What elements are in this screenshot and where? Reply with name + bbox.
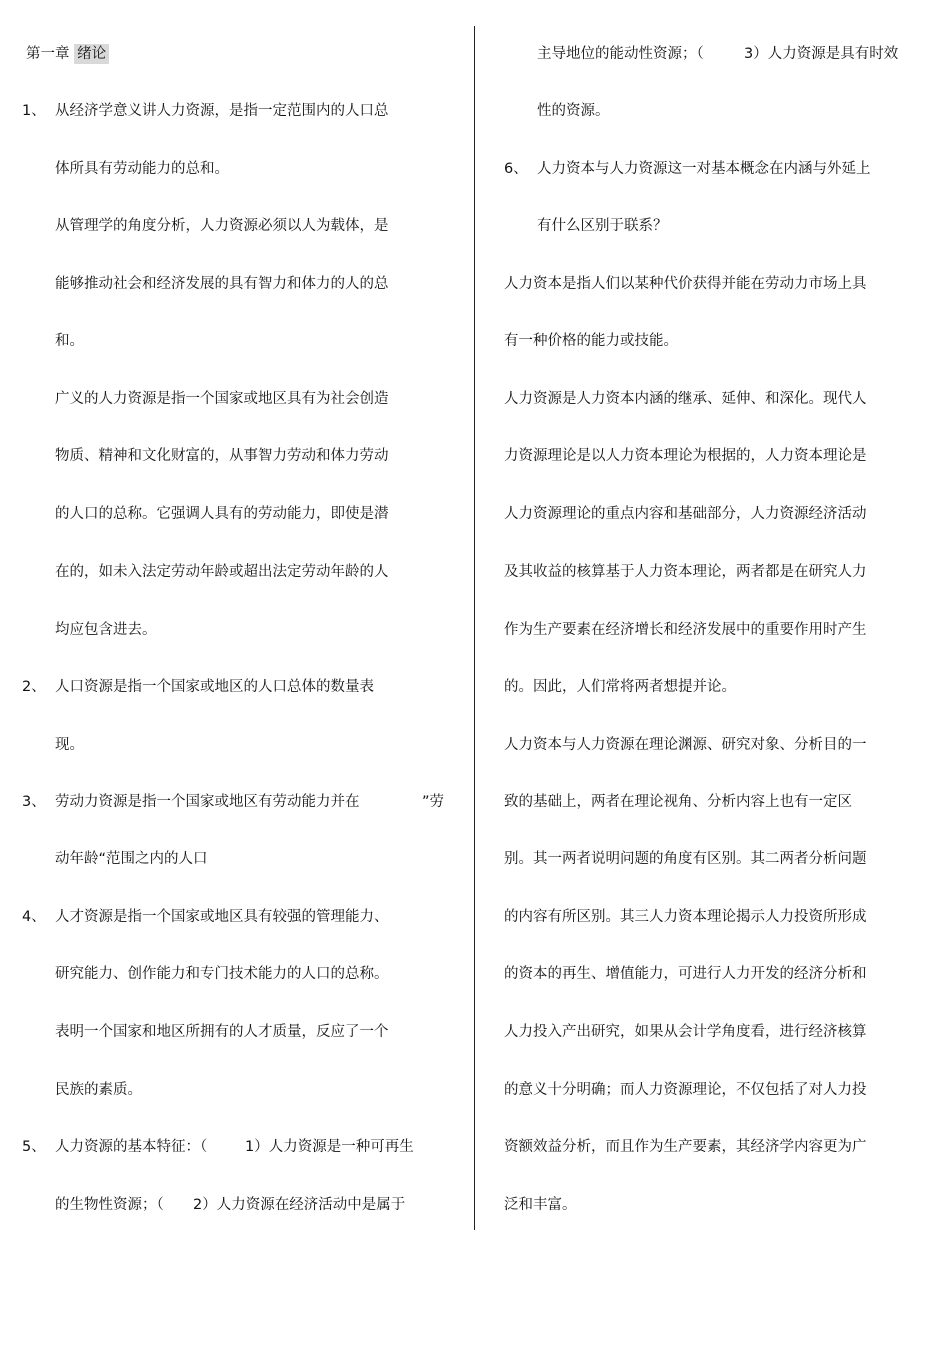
answer-line: 的。因此，人们常将两者想提并论。 — [504, 679, 736, 695]
answer-line: 的意义十分明确；而人力资源理论，不仅包括了对人力投 — [504, 1082, 867, 1098]
answer-line: 泛和丰富。 — [504, 1197, 577, 1213]
item-3-quote: ”劳 — [422, 794, 445, 810]
item-1-line: 在的，如未入法定劳动年龄或超出法定劳动年龄的人 — [55, 564, 389, 580]
item-5-continuation-part: 3）人力资源是具有时效 — [744, 46, 899, 62]
item-1-line: 广义的人力资源是指一个国家或地区具有为社会创造 — [55, 391, 389, 407]
item-1-line: 体所具有劳动能力的总和。 — [55, 161, 229, 177]
answer-line: 有一种价格的能力或技能。 — [504, 333, 678, 349]
item-5-line-part: 2）人力资源在经济活动中是属于 — [193, 1197, 406, 1213]
item-4-line: 民族的素质。 — [55, 1082, 142, 1098]
answer-line: 及其收益的核算基于人力资本理论，两者都是在研究人力 — [504, 564, 867, 580]
item-1-line: 均应包含进去。 — [55, 622, 157, 638]
item-4-number: 4、 — [22, 909, 46, 925]
answer-line: 作为生产要素在经济增长和经济发展中的重要作用时产生 — [504, 622, 867, 638]
item-5-line-part: 1）人力资源是一种可再生 — [245, 1139, 414, 1155]
chapter-heading — [26, 44, 109, 64]
chapter-label: 第一章 — [26, 46, 70, 62]
answer-line: 致的基础上，两者在理论视角、分析内容上也有一定区 — [504, 794, 852, 810]
item-3-line: 劳动力资源是指一个国家或地区有劳动能力并在 — [55, 794, 360, 810]
item-1-line: 和。 — [55, 333, 84, 349]
item-3-number: 3、 — [22, 794, 46, 810]
item-1-line: 物质、精神和文化财富的，从事智力劳动和体力劳动 — [55, 448, 389, 464]
item-6-line: 人力资本与人力资源这一对基本概念在内涵与外延上 — [537, 161, 871, 177]
answer-line: 人力投入产出研究，如果从会计学角度看，进行经济核算 — [504, 1024, 867, 1040]
answer-line: 人力资本与人力资源在理论渊源、研究对象、分析目的一 — [504, 737, 867, 753]
item-1-line: 从经济学意义讲人力资源，是指一定范围内的人口总 — [55, 103, 389, 119]
item-4-line: 研究能力、创作能力和专门技术能力的人口的总称。 — [55, 966, 389, 982]
column-divider — [474, 26, 475, 1230]
item-1-line: 从管理学的角度分析，人力资源必须以人为载体，是 — [55, 218, 389, 234]
item-1-line: 的人口的总称。它强调人具有的劳动能力，即使是潜 — [55, 506, 389, 522]
answer-line: 人力资本是指人们以某种代价获得并能在劳动力市场上具 — [504, 276, 867, 292]
item-5-continuation: 主导地位的能动性资源；（ — [537, 46, 704, 62]
item-1-number: 1、 — [22, 103, 46, 119]
answer-line: 资额效益分析，而且作为生产要素，其经济学内容更为广 — [504, 1139, 867, 1155]
chapter-title: 绪论 — [74, 44, 109, 64]
item-4-line: 人才资源是指一个国家或地区具有较强的管理能力、 — [55, 909, 389, 925]
answer-line: 别。其一两者说明问题的角度有区别。其二两者分析问题 — [504, 851, 867, 867]
answer-line: 人力资源理论的重点内容和基础部分，人力资源经济活动 — [504, 506, 867, 522]
answer-line: 的内容有所区别。其三人力资本理论揭示人力投资所形成 — [504, 909, 867, 925]
item-1-line: 能够推动社会和经济发展的具有智力和体力的人的总 — [55, 276, 389, 292]
answer-line: 人力资源是人力资本内涵的继承、延伸、和深化。现代人 — [504, 391, 867, 407]
item-4-line: 表明一个国家和地区所拥有的人才质量，反应了一个 — [55, 1024, 389, 1040]
item-2-number: 2、 — [22, 679, 46, 695]
item-5-line: 的生物性资源；（ — [55, 1197, 164, 1213]
item-5-continuation: 性的资源。 — [537, 103, 610, 119]
answer-line: 的资本的再生、增值能力，可进行人力开发的经济分析和 — [504, 966, 867, 982]
item-2-line: 现。 — [55, 737, 84, 753]
item-6-number: 6、 — [504, 161, 528, 177]
answer-line: 力资源理论是以人力资本理论为根据的，人力资本理论是 — [504, 448, 867, 464]
item-5-line: 人力资源的基本特征：（ — [55, 1139, 208, 1155]
item-3-line: 动年龄“范围之内的人口 — [55, 851, 208, 867]
item-6-line: 有什么区别于联系？ — [537, 218, 668, 234]
item-5-number: 5、 — [22, 1139, 46, 1155]
item-2-line: 人口资源是指一个国家或地区的人口总体的数量表 — [55, 679, 374, 695]
